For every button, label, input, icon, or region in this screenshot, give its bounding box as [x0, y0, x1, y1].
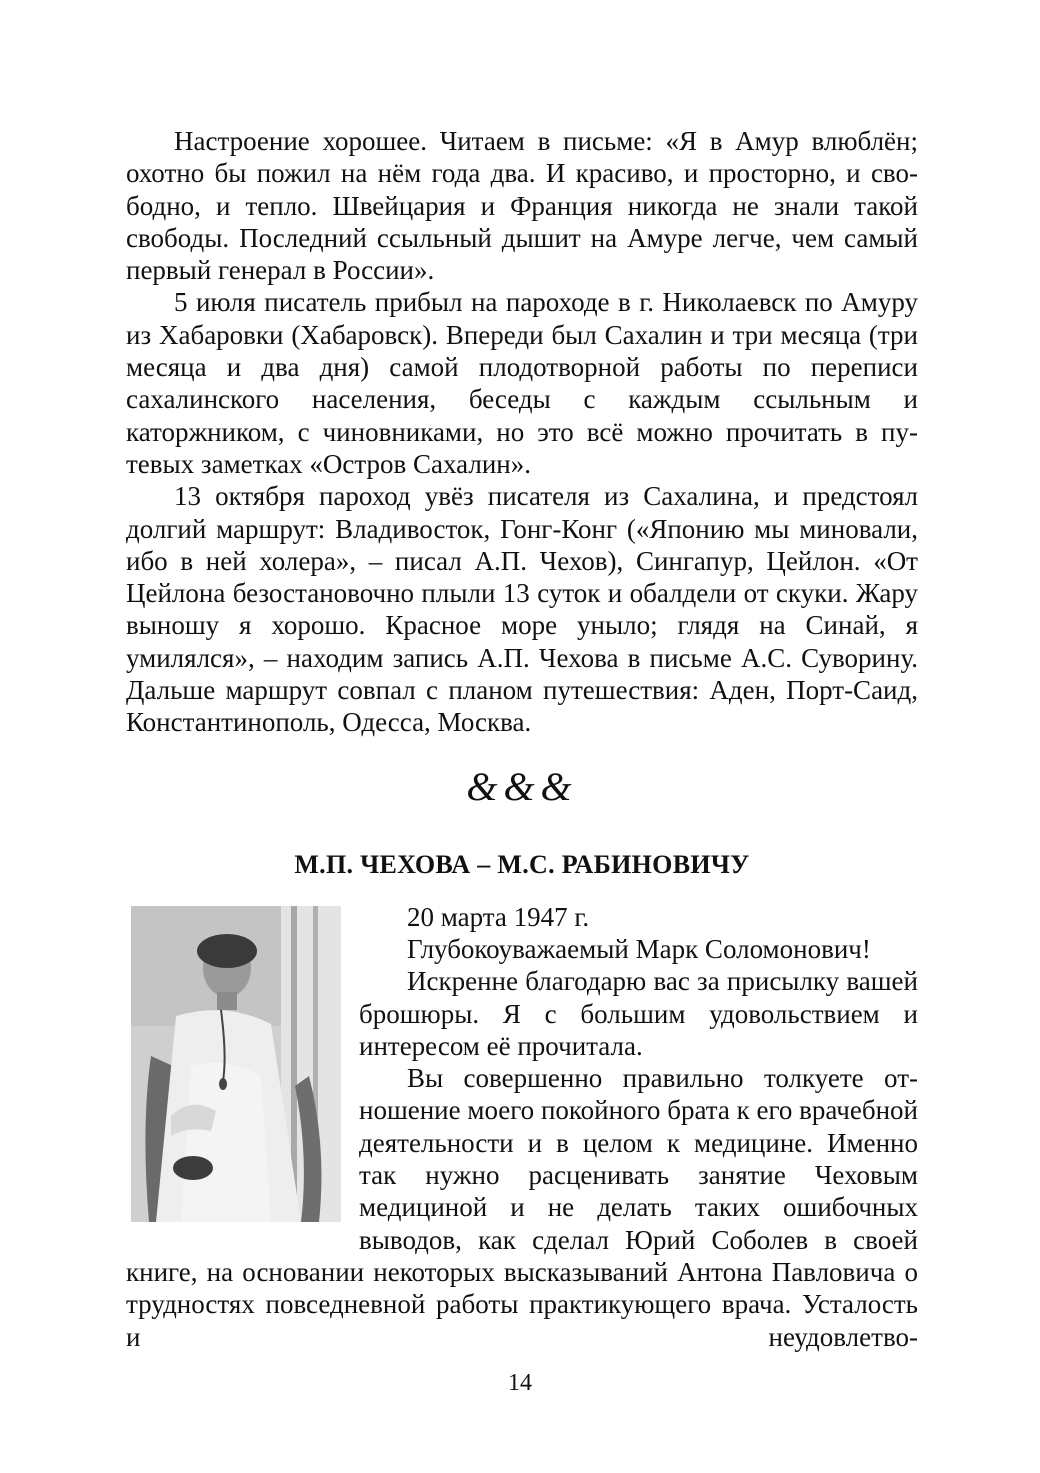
letter-paragraph-2: Вы совершенно правильно толкуете отношение моего покойного брата к его врачебной деятельности и в целом к медицине. Именно так нужно расценивать занятие Чеховым медициной и не делать таких ошибочных выводов, как сделал Юрий Соболев в своей книге, на основании некоторых высказываний Антона Павловича о трудностях повседневной работы практикующего врача. Усталость и неудовлетво-: [126, 1063, 918, 1352]
letter: [126, 901, 918, 1353]
letter-salutation: Глубокоуважаемый Марк Соломонович!: [407, 933, 871, 964]
page-body: [126, 125, 918, 1353]
letter-paragraph-1: Искренне благодарю вас за присылку вашей брошюры. Я с большим удовольствием и интересом её прочитала.: [359, 966, 918, 1061]
paragraph-1: Настроение хорошее. Читаем в письме: «Я в Амур влюблён; охотно бы пожил на нём года два. И красиво, и просторно, и свободно, и тепло. Швейцария и Франция никогда не знали такой свободы. Последний ссыльный дышит на Амуре легче, чем самый первый генерал в России».: [126, 126, 918, 286]
portrait-photo: [131, 906, 341, 1222]
paragraph-2: 5 июля писатель прибыл на пароходе в г. Николаевск по Амуру из Хабаровки (Хабаровск). Впереди был Сахалин и три месяца (три месяца и два дня) самой плодотворной работы по переписи сахалинского населения, беседы с каждым ссыльным и каторжником, с чиновниками, но это всё можно прочитать в путевых заметках «Остров Сахалин».: [126, 287, 918, 479]
section-ornament: &&&: [466, 763, 578, 809]
letter-date: 20 марта 1947 г.: [407, 901, 590, 932]
page-number: 14: [508, 1370, 532, 1396]
paragraph-3: 13 октября пароход увёз писателя из Сахалина, и предстоял долгий маршрут: Владивосток, Гонг-Конг («Японию мы миновали, ибо в ней холера», – писал А.П. Чехов), Сингапур, Цейлон. «От Цейлона безостановочно плыли 13 суток и обалдели от скуки. Жару выношу я хорошо. Красное море уныло; глядя на Синай, я умилялся», – находим запись А.П. Чехова в письме А.С. Суворину. Дальше маршрут совпал с планом путешествия: Аден, Порт-Саид, Константинополь, Одесса, Москва.: [126, 481, 918, 738]
section-heading: М.П. ЧЕХОВА – М.С. РАБИНОВИЧУ: [294, 849, 750, 879]
portrait-illustration: [131, 906, 341, 1222]
